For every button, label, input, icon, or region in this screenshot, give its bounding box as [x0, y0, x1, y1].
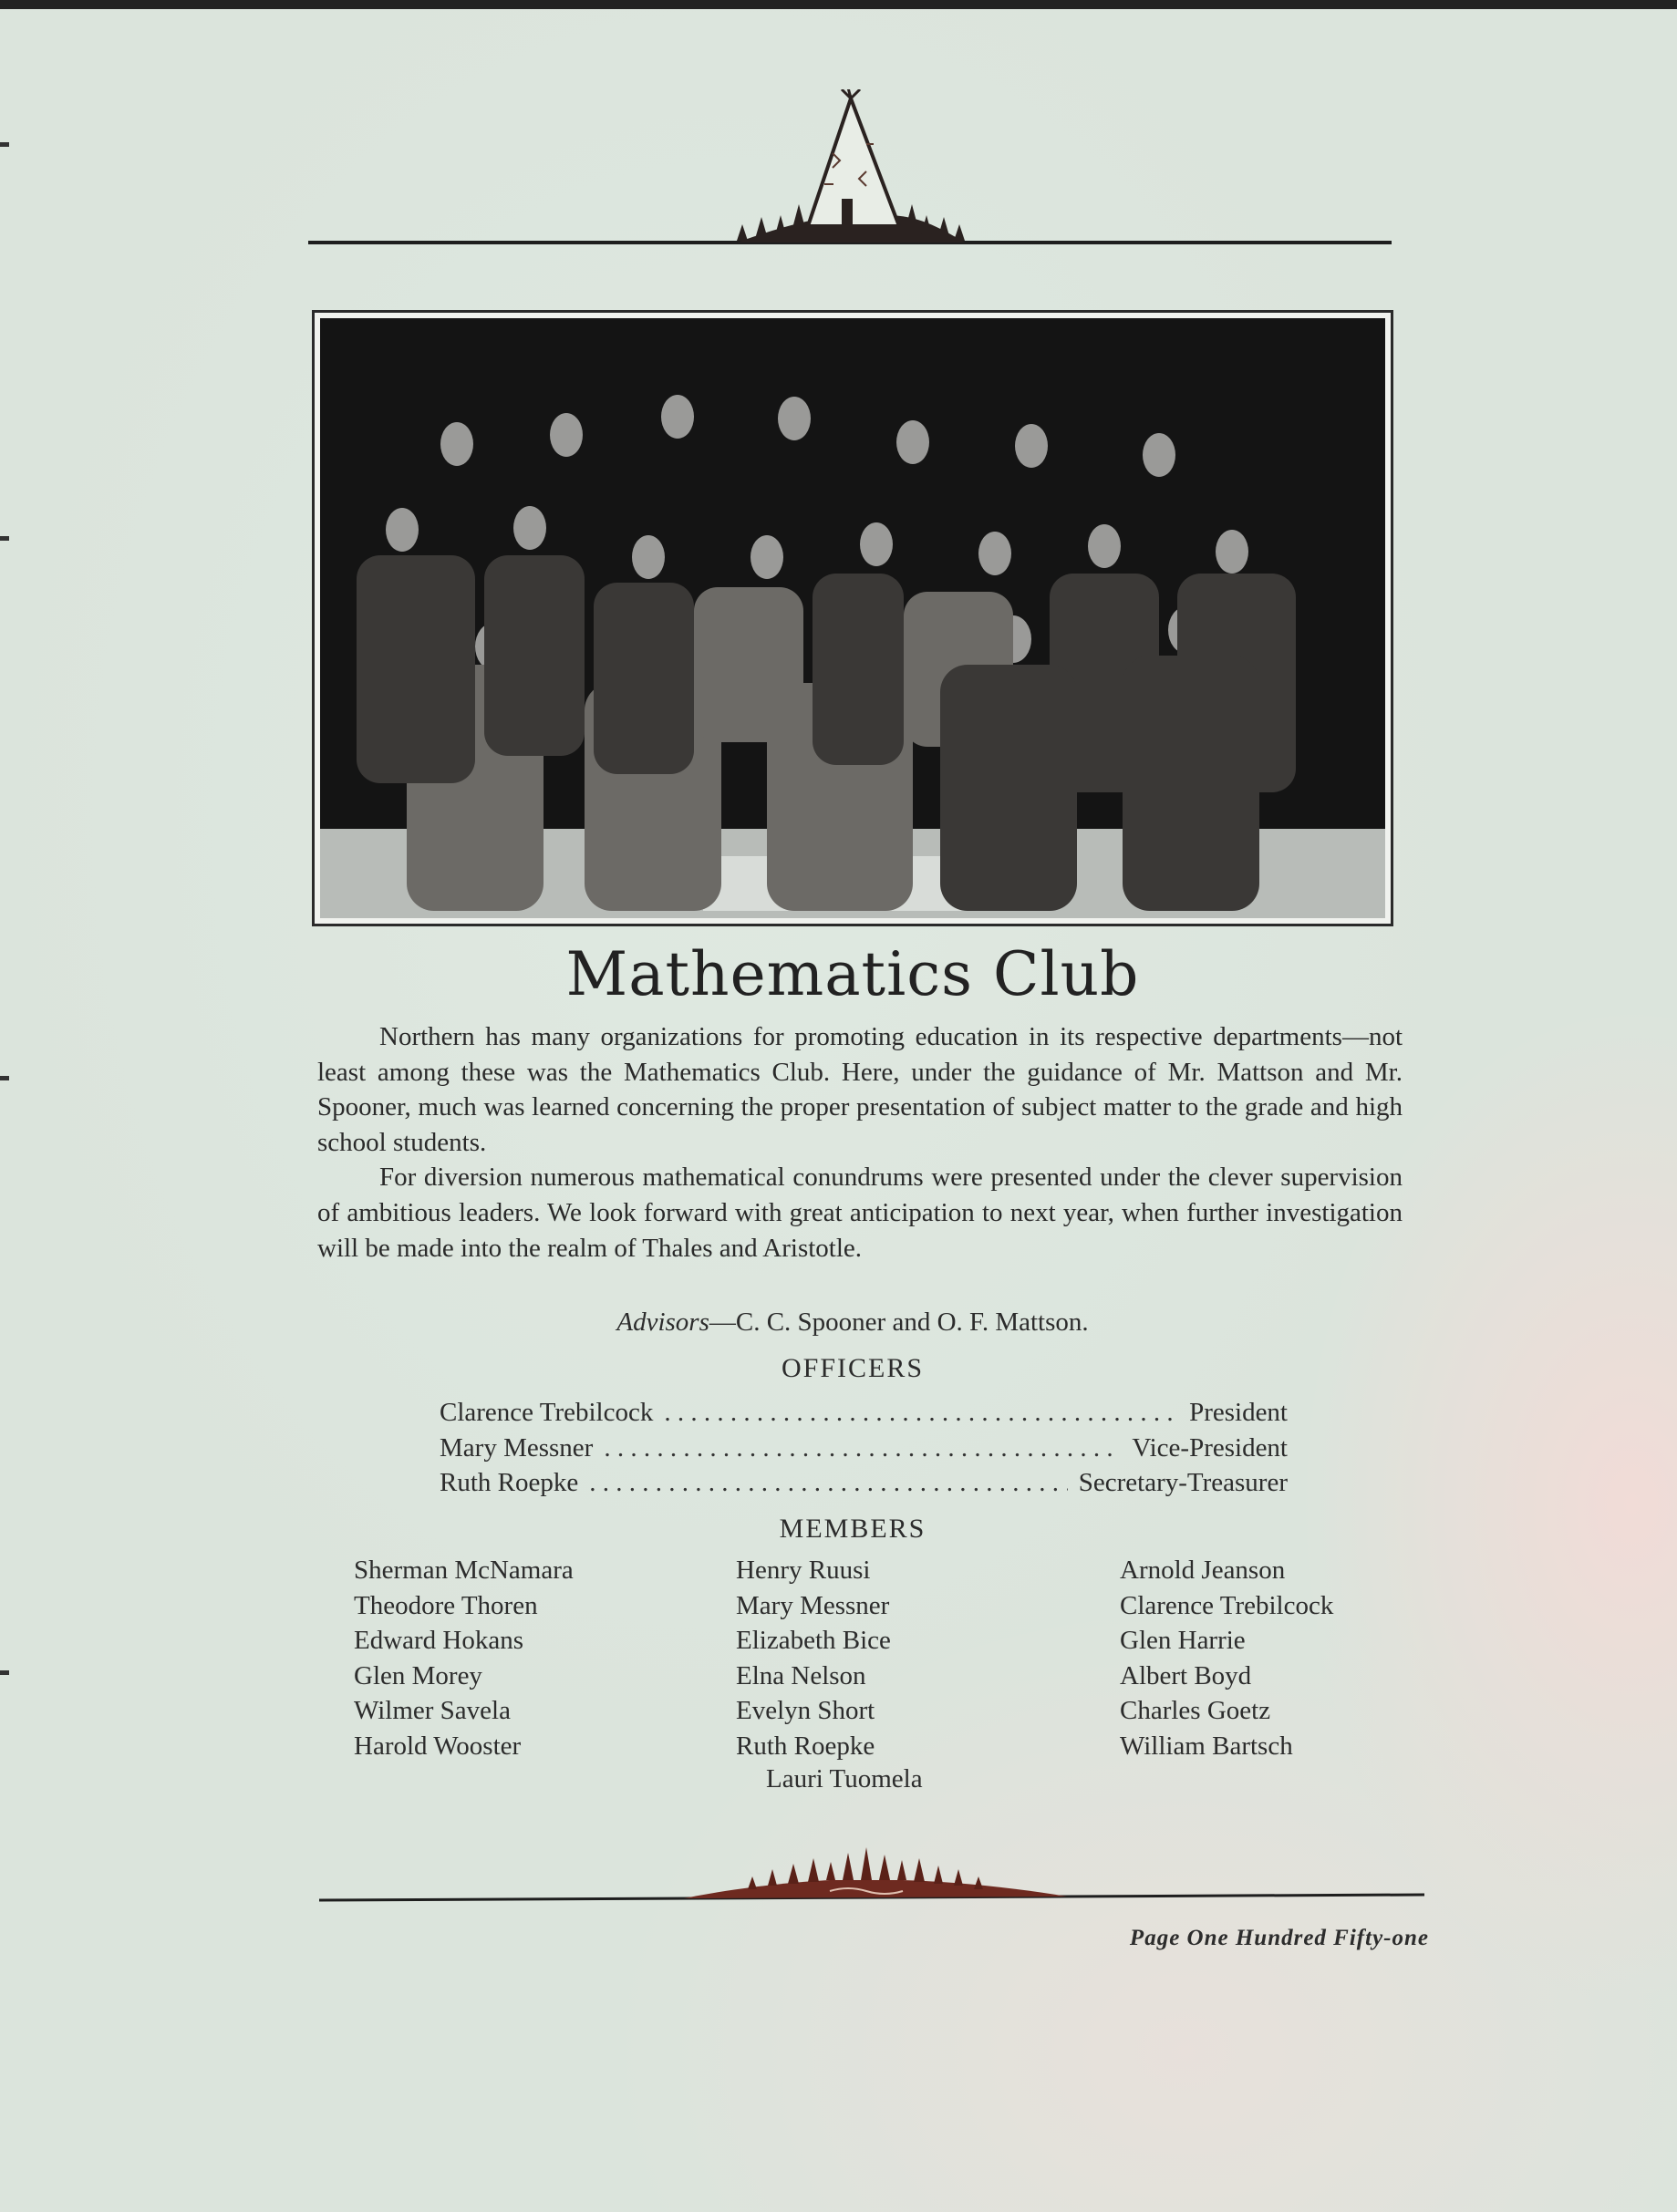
- member-name: Harold Wooster: [354, 1731, 522, 1761]
- members-column-2: [736, 1553, 891, 1763]
- advisors-line: [312, 1308, 1393, 1338]
- officer-role: Vice-President: [1132, 1432, 1288, 1463]
- member-name: Henry Ruusi: [736, 1556, 871, 1585]
- member-name: Wilmer Savela: [354, 1696, 511, 1725]
- member-name: Lauri Tuomela: [766, 1764, 923, 1793]
- members-column-1: [354, 1553, 574, 1763]
- binding-mark: [0, 1670, 9, 1675]
- member-name: Sherman McNamara: [354, 1556, 574, 1585]
- advisors-names: —C. C. Spooner and O. F. Mattson.: [709, 1308, 1089, 1337]
- member-name: Albert Boyd: [1120, 1660, 1252, 1690]
- tipi-ornament: [308, 89, 1392, 253]
- officer-row: [440, 1465, 1288, 1501]
- officer-row: [440, 1395, 1288, 1431]
- member-name: Charles Goetz: [1120, 1696, 1271, 1725]
- dot-leader: [664, 1395, 1178, 1431]
- member-name: Theodore Thoren: [354, 1590, 538, 1620]
- member-name: Glen Harrie: [1120, 1626, 1246, 1655]
- paragraph: Northern has many organizations for promoting education in its respective departments—not least among these was the Mathematics Club. Here, under the guidance of Mr. Mattson and Mr. Spooner, much was learned concerning the proper presentation of subject matter to the grade and high school students.: [317, 1022, 1403, 1157]
- members-heading: MEMBERS: [779, 1514, 926, 1544]
- dot-leader: [604, 1431, 1121, 1466]
- officer-role: President: [1189, 1398, 1288, 1427]
- member-name: Mary Messner: [736, 1590, 890, 1620]
- page-title: Mathematics Club: [565, 939, 1140, 1009]
- officer-name: Ruth Roepke: [440, 1468, 579, 1498]
- member-name: Elizabeth Bice: [736, 1626, 891, 1655]
- officers-heading: OFFICERS: [781, 1353, 925, 1383]
- member-name: Clarence Trebilcock: [1120, 1590, 1334, 1620]
- member-name: Edward Hokans: [354, 1626, 524, 1655]
- member-name: Elna Nelson: [736, 1660, 866, 1690]
- page-top-edge: [0, 0, 1677, 9]
- paragraph: For diversion numerous mathematical conundrums were presented under the clever supervision of ambitious leaders. We look forward with great anticipation to next year, when further investigation will be made into the realm of Thales and Aristotle.: [317, 1163, 1403, 1263]
- body-text: [317, 1019, 1403, 1266]
- officer-name: Clarence Trebilcock: [440, 1398, 654, 1427]
- binding-mark: [0, 142, 9, 147]
- member-name: Arnold Jeanson: [1120, 1556, 1286, 1585]
- advisors-label: Advisors: [616, 1308, 709, 1337]
- treeline-ornament: [319, 1842, 1424, 1904]
- member-name: William Bartsch: [1120, 1731, 1293, 1761]
- dot-leader: [589, 1465, 1068, 1501]
- photo-image: [320, 318, 1385, 918]
- binding-mark: [0, 1076, 9, 1080]
- officers-list: [440, 1395, 1288, 1501]
- officer-role: Secretary-Treasurer: [1078, 1468, 1288, 1498]
- binding-mark: [0, 536, 9, 541]
- member-name: Evelyn Short: [736, 1696, 875, 1725]
- member-name: Glen Morey: [354, 1660, 482, 1690]
- officer-row: [440, 1431, 1288, 1466]
- members-column-3: [1120, 1553, 1333, 1763]
- member-name: Ruth Roepke: [736, 1731, 875, 1761]
- officer-name: Mary Messner: [440, 1432, 594, 1463]
- group-photo: [312, 310, 1393, 926]
- page-number: Page One Hundred Fifty-one: [1129, 1926, 1429, 1950]
